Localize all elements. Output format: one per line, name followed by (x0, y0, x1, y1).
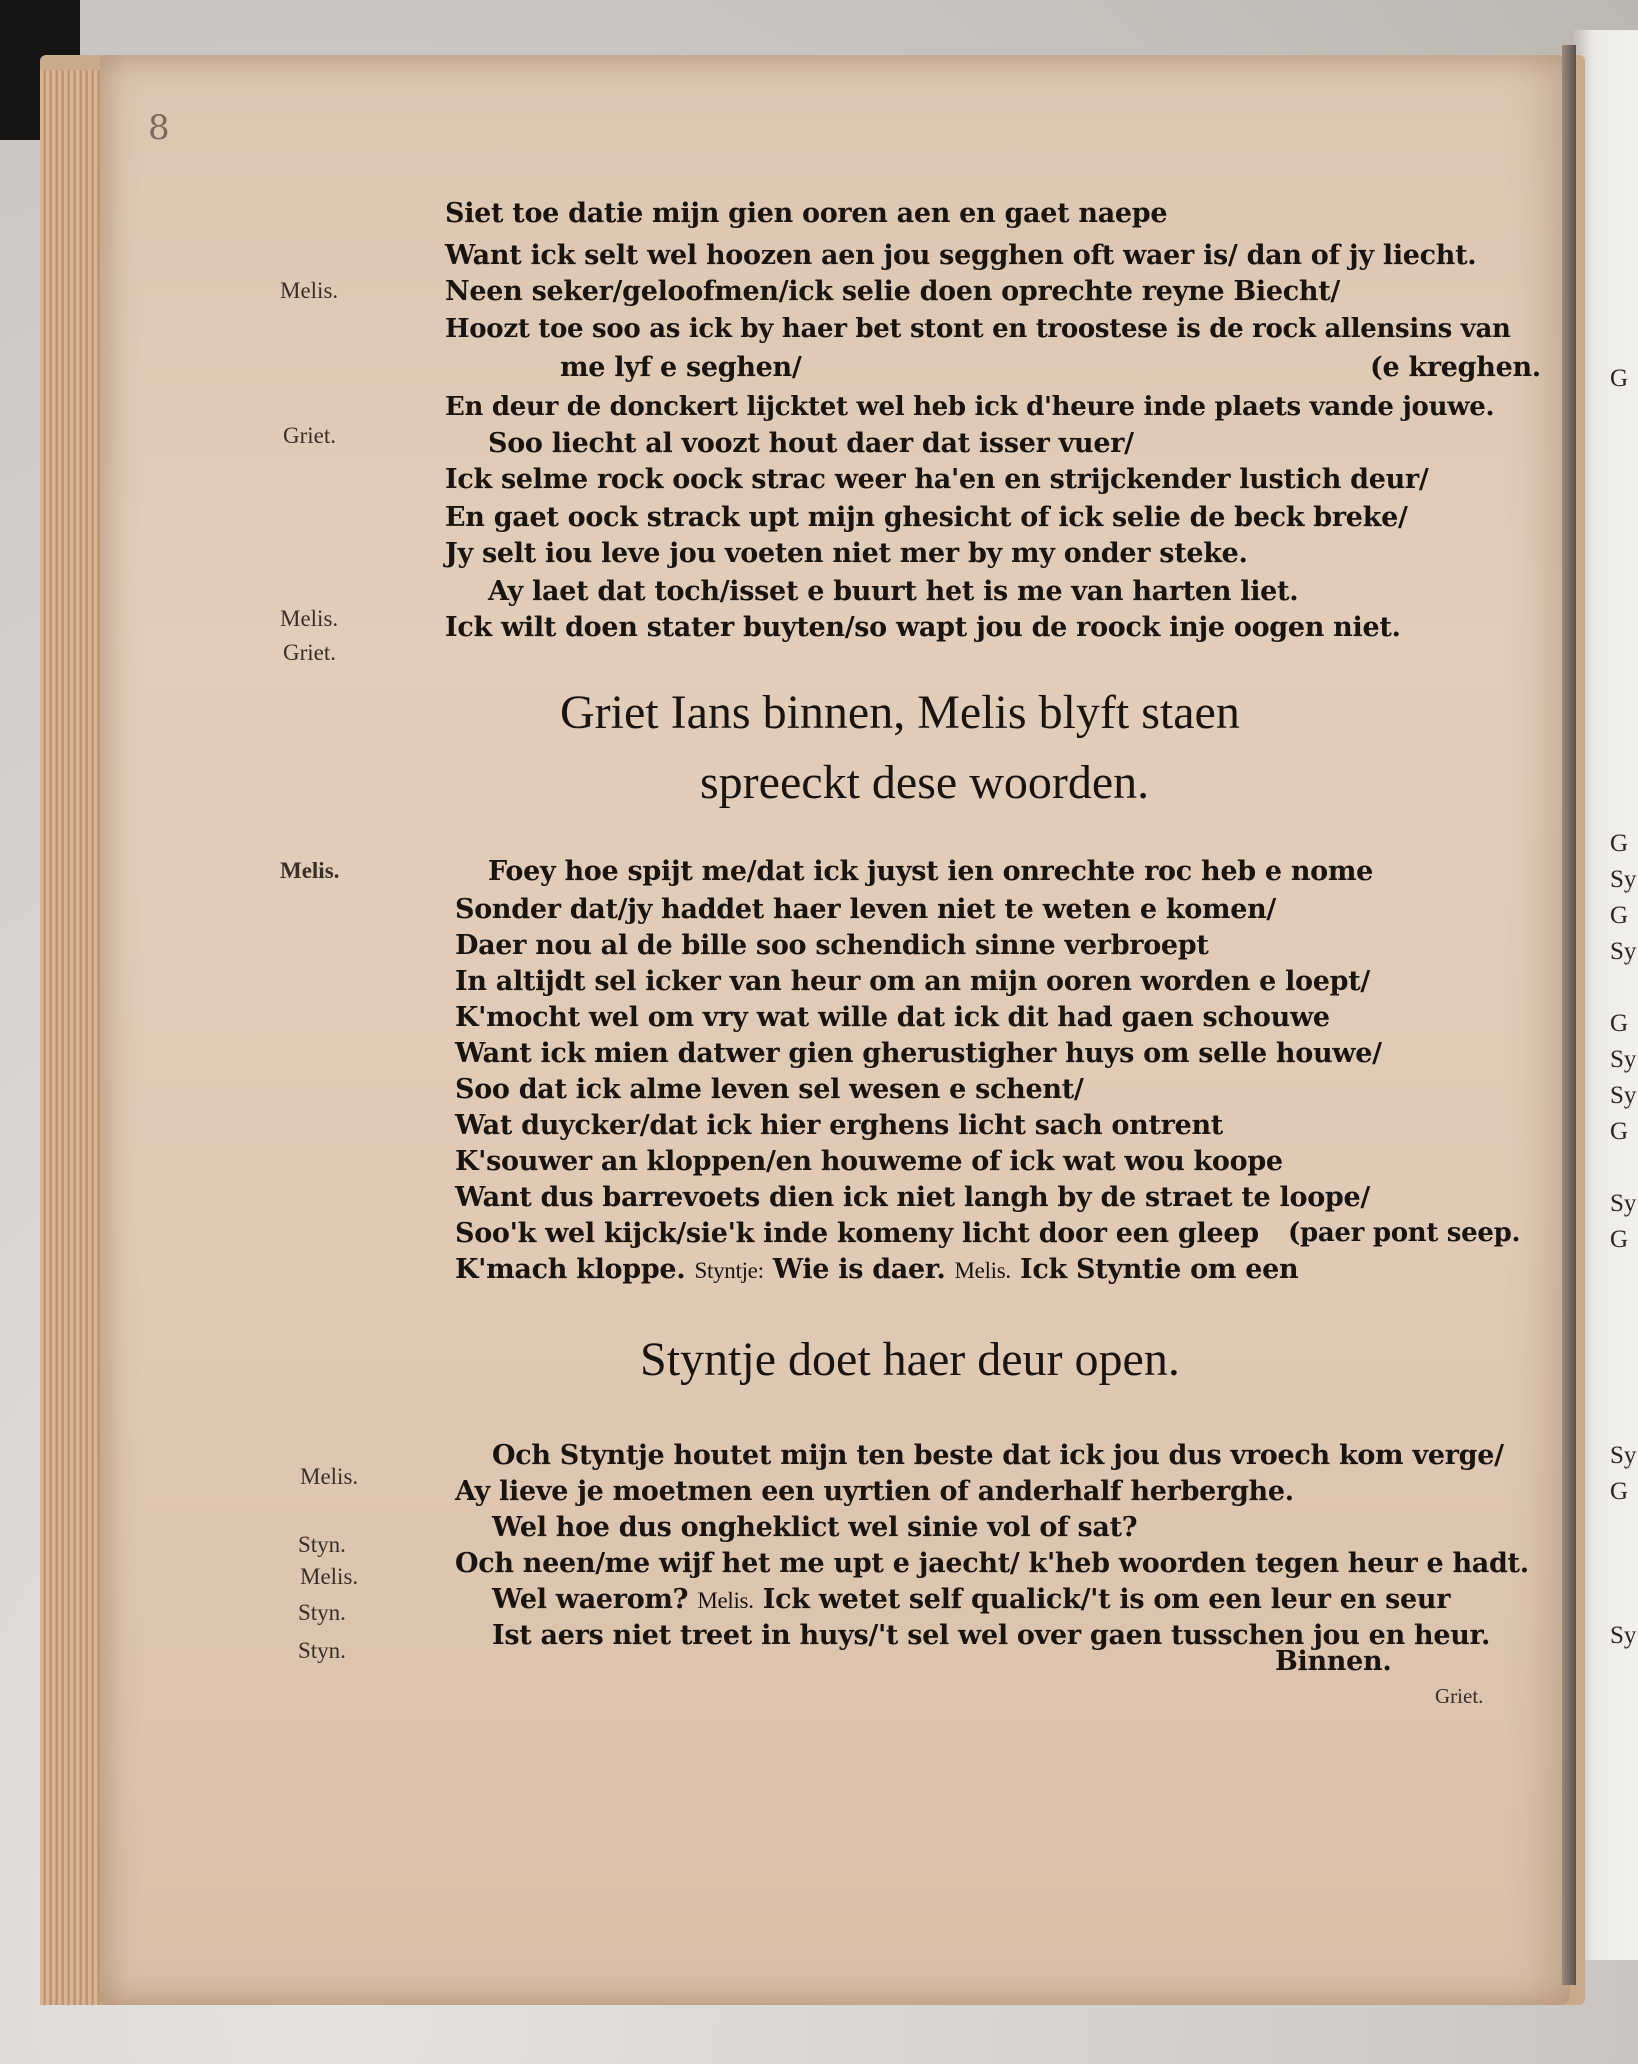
verse-line: Ick selme rock oock strac weer ha'en en strijckender lustich deur/ (445, 464, 1429, 495)
verse-line: Wat duycker/dat ick hier erghens licht sach ontrent (455, 1110, 1223, 1141)
speaker-label: Melis. (280, 278, 339, 303)
verse-line: Soo'k wel kijck/sie'k inde komeny licht door een gleep (455, 1218, 1259, 1249)
speaker-label: Styn. (298, 1600, 346, 1625)
verse-line: En gaet oock strack upt mijn ghesicht of ick selie de beck breke/ (445, 502, 1408, 533)
facing-page-fragment: G (1610, 1118, 1629, 1145)
facing-page-fragment: Sy (1610, 1082, 1637, 1109)
exit-direction: Binnen. (1275, 1646, 1392, 1677)
verse-line-with-speakers (455, 1254, 1298, 1285)
speaker-label: Styn. (298, 1638, 346, 1663)
verse-line: En deur de donckert lijcktet wel heb ick d'heure inde plaets vande jouwe. (445, 392, 1495, 422)
verse-line: Foey hoe spijt me/dat ick juyst ien onrechte roc heb e nome (488, 856, 1374, 887)
page-edges (40, 70, 106, 2005)
verse-line: Soo liecht al voozt hout daer dat isser vuer/ (488, 428, 1134, 459)
facing-page-fragment: G (1610, 830, 1629, 857)
speaker-label: Griet. (283, 423, 337, 448)
verse-line: K'souwer an kloppen/en houweme of ick wat wou koope (455, 1146, 1283, 1177)
verse-line: Ay laet dat toch/isset e buurt het is me van harten liet. (488, 576, 1299, 607)
verse-line: (paer pont seep. (1288, 1218, 1521, 1248)
facing-page-fragment: Sy (1610, 866, 1637, 893)
verse-line: Jy selt iou leve jou voeten niet mer by my onder steke. (445, 538, 1248, 569)
verse-line: Ist aers niet treet in huys/'t sel wel over gaen tusschen jou en heur. (492, 1620, 1491, 1651)
verse-fragment: K'mach kloppe. (455, 1254, 686, 1285)
facing-page-fragment: Sy (1610, 1622, 1637, 1649)
facing-page-fragment: G (1610, 365, 1629, 392)
speaker-label: Melis. (300, 1564, 359, 1589)
stage-direction-heading: Griet Ians binnen, Melis blyft staen (560, 686, 1240, 739)
speaker-label: Melis. (280, 606, 339, 631)
verse-fragment: Wel waerom? (492, 1584, 689, 1615)
verse-line: Sonder dat/jy haddet haer leven niet te weten e komen/ (455, 894, 1276, 925)
inline-speaker-label: Melis. (954, 1258, 1011, 1283)
verse-line: Siet toe datie mijn gien ooren aen en gaet naepe (445, 198, 1168, 229)
verse-line: Och neen/me wijf het me upt e jaecht/ k'heb woorden tegen heur e hadt. (455, 1548, 1529, 1579)
facing-page-fragment: Sy (1610, 1442, 1637, 1469)
verse-line: me lyf e seghen/ (560, 352, 802, 383)
stage-direction-heading: Styntje doet haer deur open. (640, 1333, 1180, 1386)
speaker-label: Styn. (298, 1532, 346, 1557)
catchword: Griet. (1435, 1684, 1484, 1708)
facing-page-fragment: Sy (1610, 1190, 1637, 1217)
verse-fragment: Ick wetet self qualick/'t is om een leur en seur (762, 1584, 1451, 1615)
facing-page-fragment: G (1610, 902, 1629, 929)
verse-line: Neen seker/geloofmen/ick selie doen oprechte reyne Biecht/ (445, 276, 1340, 307)
speaker-label: Melis. (300, 1464, 359, 1489)
facing-page-fragment: Sy (1610, 1046, 1637, 1073)
stage-direction-heading: spreeckt dese woorden. (700, 756, 1150, 809)
verse-line: Hoozt toe soo as ick by haer bet stont en troostese is de rock allensins van (445, 314, 1511, 344)
verse-line-with-speaker (492, 1584, 1450, 1615)
verse-fragment: Ick Styntie om een (1019, 1254, 1299, 1285)
verse-line: K'mocht wel om vry wat wille dat ick dit had gaen schouwe (455, 1002, 1330, 1033)
verse-line: Ay lieve je moetmen een uyrtien of anderhalf herberghe. (455, 1476, 1294, 1507)
inline-speaker-label: Melis. (697, 1588, 754, 1613)
verse-line: Want ick mien datwer gien gherustigher huys om selle houwe/ (455, 1038, 1382, 1069)
facing-page-fragment: G (1610, 1226, 1629, 1253)
verse-fragment: Wie is daer. (772, 1254, 946, 1285)
facing-page-fragment: G (1610, 1478, 1629, 1505)
verse-line: Wel hoe dus ongheklict wel sinie vol of sat? (492, 1512, 1138, 1543)
facing-page-fragment: G (1610, 1010, 1629, 1037)
verse-line: Och Styntje houtet mijn ten beste dat ick jou dus vroech kom verge/ (492, 1440, 1504, 1471)
verse-line: Soo dat ick alme leven sel wesen e schent/ (455, 1074, 1084, 1105)
page-number: 8 (148, 108, 170, 148)
verse-line: Want ick selt wel hoozen aen jou segghen oft waer is/ dan of jy liecht. (445, 240, 1477, 271)
verse-line: Daer nou al de bille soo schendich sinne verbroept (455, 930, 1209, 961)
verse-line: Ick wilt doen stater buyten/so wapt jou de roock inje oogen niet. (445, 612, 1401, 643)
book-gutter (1562, 45, 1576, 1985)
verse-line: Want dus barrevoets dien ick niet langh by de straet te loope/ (455, 1182, 1370, 1213)
facing-page-fragment: Sy (1610, 938, 1637, 965)
inline-speaker-label: Styntje: (694, 1258, 764, 1283)
verse-line: In altijdt sel icker van heur om an mijn ooren worden e loept/ (455, 966, 1370, 997)
speaker-label: Melis. (280, 858, 340, 883)
speaker-label: Griet. (283, 640, 337, 665)
verse-line: (e kreghen. (1370, 352, 1541, 383)
